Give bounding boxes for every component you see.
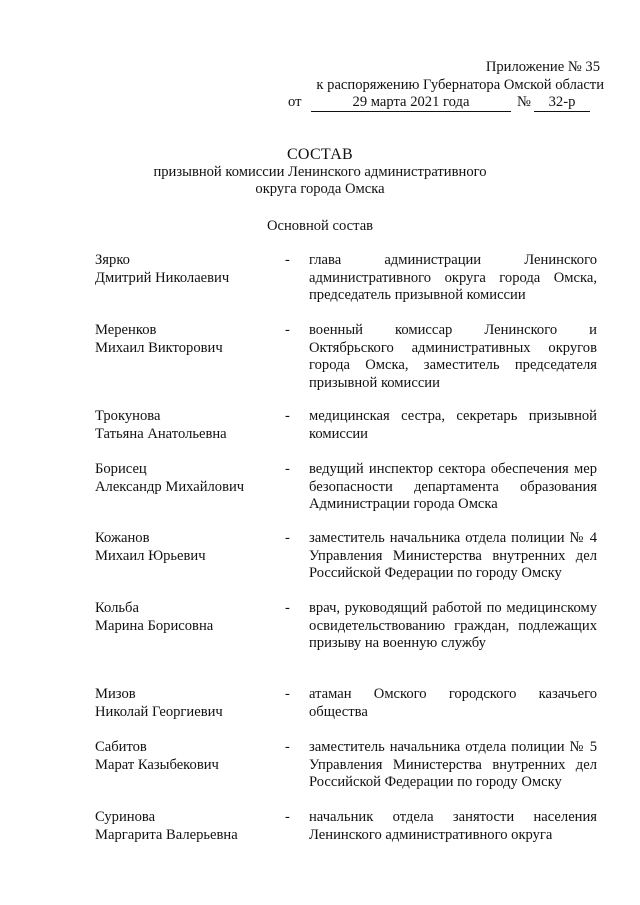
member-surname: Кольба: [95, 600, 139, 616]
member-dash: -: [285, 739, 290, 755]
annex-order-number: 32-р: [534, 94, 590, 112]
document-title: [0, 146, 640, 199]
member-surname: Суринова: [95, 809, 156, 825]
annex-number-sign: №: [517, 94, 531, 111]
member-role: медицинская сестра, секретарь призывной комиссии: [309, 408, 597, 442]
member-dash: -: [285, 252, 290, 268]
member-dash: -: [285, 530, 290, 546]
member-surname: Мизов: [95, 686, 136, 702]
member-dash: -: [285, 461, 290, 477]
member-given-names: Марина Борисовна: [95, 617, 214, 634]
member-name: [95, 322, 280, 357]
member-dash: -: [285, 686, 290, 702]
member-role: заместитель начальника отдела полиции № 4 Управления Министерства внутренних дел Российской Федерации по городу Омску: [309, 530, 597, 582]
member-surname: Трокунова: [95, 408, 161, 424]
member-role: начальник отдела занятости населения Ленинского административного округа: [309, 809, 597, 843]
annex-from-label: от: [288, 94, 302, 111]
member-surname: Зярко: [95, 252, 130, 268]
member-given-names: Марат Казыбекович: [95, 756, 219, 773]
member-dash: -: [285, 322, 290, 338]
member-given-names: Дмитрий Николаевич: [95, 269, 230, 286]
title-line-3: округа города Омска: [255, 181, 385, 198]
member-dash: -: [285, 809, 290, 825]
member-given-names: Маргарита Валерьевна: [95, 826, 238, 843]
member-name: [95, 461, 280, 496]
title-heading: СОСТАВ: [286, 146, 354, 163]
member-name: [95, 686, 280, 721]
annex-date-row: [280, 94, 600, 112]
member-name: [95, 530, 280, 565]
annex-number: Приложение № 35: [485, 59, 600, 75]
member-role: военный комиссар Ленинского и Октябрьского административных округов города Омска, заместитель председателя призывной комиссии: [309, 322, 597, 391]
member-role: глава администрации Ленинского административного округа города Омска, председатель призывной комиссии: [309, 252, 597, 304]
member-surname: Кожанов: [95, 530, 150, 546]
section-subtitle: Основной состав: [266, 218, 374, 234]
member-surname: Борисец: [95, 461, 147, 477]
member-given-names: Михаил Викторович: [95, 339, 223, 356]
member-role: атаман Омского городского казачьего общества: [309, 686, 597, 720]
member-dash: -: [285, 408, 290, 424]
member-name: [95, 739, 280, 774]
member-name: [95, 600, 280, 635]
member-surname: Меренков: [95, 322, 157, 338]
member-given-names: Татьяна Анатольевна: [95, 425, 227, 442]
member-surname: Сабитов: [95, 739, 147, 755]
member-name: [95, 809, 280, 844]
title-line-2: призывной комиссии Ленинского административного: [153, 163, 487, 180]
annex-reference: к распоряжению Губернатора Омской области: [316, 76, 604, 93]
member-dash: -: [285, 600, 290, 616]
member-given-names: Николай Георгиевич: [95, 703, 223, 720]
member-given-names: Александр Михайлович: [95, 478, 245, 495]
annex-date: 29 марта 2021 года: [311, 94, 511, 112]
member-name: [95, 408, 280, 443]
member-role: врач, руководящий работой по медицинскому освидетельствованию граждан, подлежащих призыву на военную службу: [309, 600, 597, 652]
member-role: заместитель начальника отдела полиции № 5 Управления Министерства внутренних дел Российской Федерации по городу Омску: [309, 739, 597, 791]
member-role: ведущий инспектор сектора обеспечения мер безопасности департамента образования Администрации города Омска: [309, 461, 597, 513]
annex-header: [280, 59, 604, 112]
member-given-names: Михаил Юрьевич: [95, 547, 206, 564]
member-name: [95, 252, 280, 287]
